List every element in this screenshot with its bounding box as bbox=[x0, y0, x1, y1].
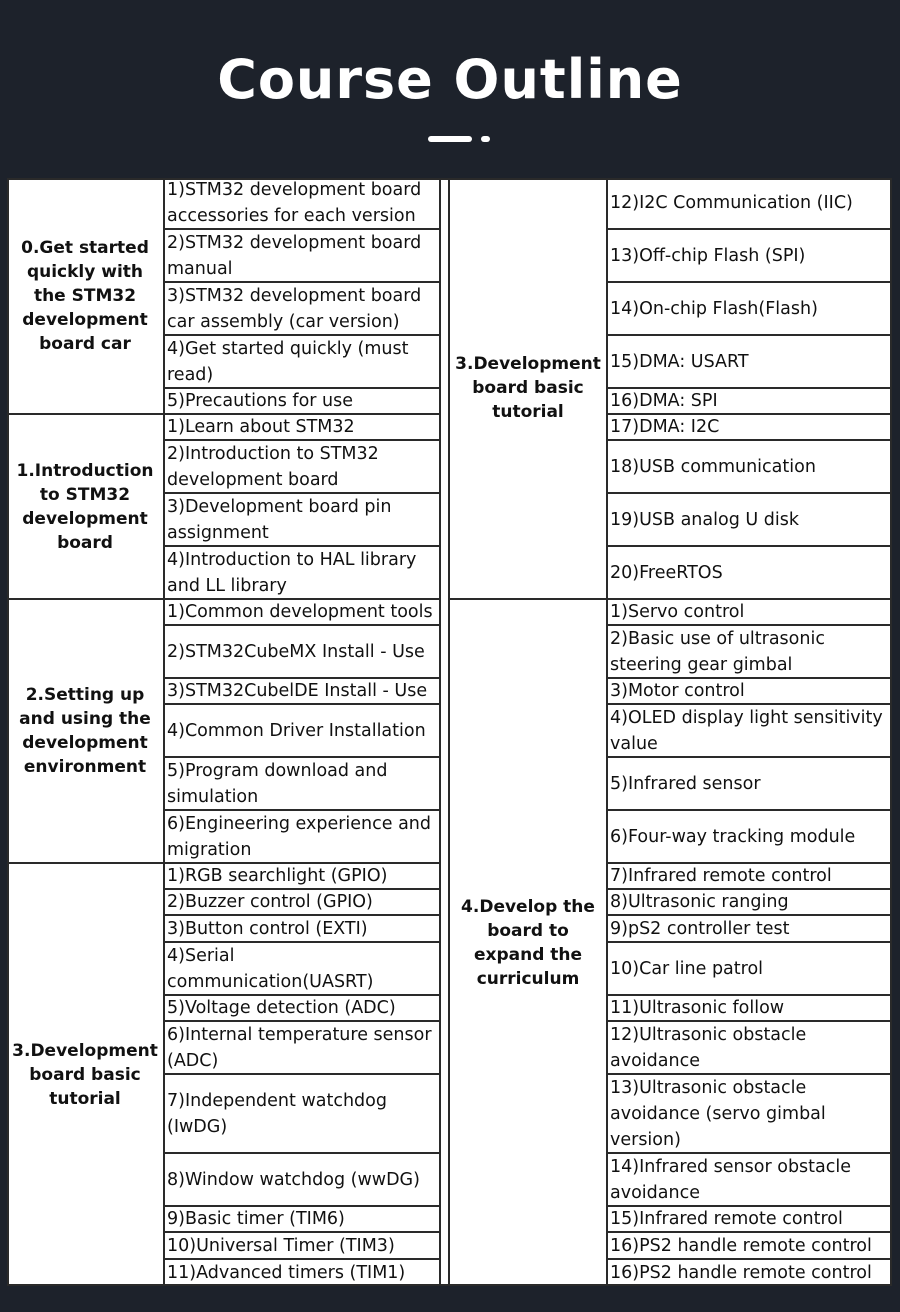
list-item: 11)Advanced timers (TIM1) bbox=[165, 1260, 441, 1286]
list-item: 7)Infrared remote control bbox=[608, 864, 892, 890]
list-item: 20)FreeRTOS bbox=[608, 547, 892, 600]
list-item: 12)I2C Communication (IIC) bbox=[608, 178, 892, 230]
list-item: 10)Universal Timer (TIM3) bbox=[165, 1233, 441, 1260]
list-item: 2)Buzzer control (GPIO) bbox=[165, 890, 441, 916]
list-item: 13)Ultrasonic obstacle avoidance (servo gimbal version) bbox=[608, 1075, 892, 1154]
list-item: 5)Infrared sensor bbox=[608, 758, 892, 811]
list-item: 2)STM32 development board manual bbox=[165, 230, 441, 283]
list-item: 16)PS2 handle remote control bbox=[610, 1263, 872, 1283]
list-item: 17)DMA: I2C bbox=[608, 415, 892, 441]
title-underline-dash bbox=[428, 136, 472, 142]
list-item: 14)On-chip Flash(Flash) bbox=[608, 283, 892, 336]
left-category-0: 0.Get started quickly with the STM32 development board car bbox=[7, 178, 165, 415]
list-item: 2)Basic use of ultrasonic steering gear gimbal bbox=[608, 626, 892, 679]
list-item: 8)Window watchdog (wwDG) bbox=[165, 1154, 441, 1207]
course-outline-table bbox=[7, 178, 892, 1286]
list-item: 16)DMA: SPI bbox=[608, 389, 892, 415]
list-item: 3)STM32CubelDE Install - Use bbox=[165, 679, 441, 705]
title-underline-dot bbox=[481, 136, 490, 142]
list-item: 5)Precautions for use bbox=[165, 389, 441, 415]
left-category-3: 3.Development board basic tutorial bbox=[7, 864, 165, 1286]
list-item: 12)Ultrasonic obstacle avoidance bbox=[608, 1022, 892, 1075]
list-item: 3)Motor control bbox=[608, 679, 892, 705]
list-item: 3)Button control (EXTI) bbox=[165, 916, 441, 943]
list-item: 9)Basic timer (TIM6) bbox=[165, 1207, 441, 1233]
list-item: 9)pS2 controller test bbox=[608, 916, 892, 943]
list-item: 14)Infrared sensor obstacle avoidance bbox=[608, 1154, 892, 1207]
list-item: 10)Car line patrol bbox=[608, 943, 892, 996]
list-item: 15)Infrared remote control bbox=[608, 1207, 892, 1233]
list-item: 4)Introduction to HAL library and LL library bbox=[165, 547, 441, 600]
list-item: 16)PS2 handle remote control bbox=[608, 1233, 892, 1260]
page-title: Course Outline bbox=[217, 48, 683, 111]
list-item: 4)Serial communication(UASRT) bbox=[165, 943, 441, 996]
list-item: 19)USB analog U disk bbox=[608, 494, 892, 547]
list-item: 6)Engineering experience and migration bbox=[165, 811, 441, 864]
list-item: 2)Introduction to STM32 development board bbox=[165, 441, 441, 494]
list-item: 5)Program download and simulation bbox=[165, 758, 441, 811]
list-item: 2)STM32CubeMX Install - Use bbox=[165, 626, 441, 679]
list-item: 1)Learn about STM32 bbox=[165, 415, 441, 441]
list-item: 7)Independent watchdog (IwDG) bbox=[165, 1075, 441, 1154]
list-item: 4)OLED display light sensitivity value bbox=[608, 705, 892, 758]
list-item: 13)Off-chip Flash (SPI) bbox=[608, 230, 892, 283]
list-item: 4)Common Driver Installation bbox=[165, 705, 441, 758]
list-item: 15)DMA: USART bbox=[608, 336, 892, 389]
header-bar bbox=[0, 0, 900, 178]
list-item: 6)Four-way tracking module bbox=[608, 811, 892, 864]
list-item: 4)Get started quickly (must read) bbox=[165, 336, 441, 389]
list-item: 6)Internal temperature sensor (ADC) bbox=[165, 1022, 441, 1075]
list-item: 1)Servo control bbox=[608, 600, 892, 626]
left-category-2: 2.Setting up and using the development environment bbox=[7, 600, 165, 864]
list-item: 8)Ultrasonic ranging bbox=[608, 890, 892, 916]
list-item: 5)Voltage detection (ADC) bbox=[165, 996, 441, 1022]
list-item: 3)STM32 development board car assembly (car version) bbox=[165, 283, 441, 336]
list-item: 18)USB communication bbox=[608, 441, 892, 494]
list-item: 1)RGB searchlight (GPIO) bbox=[165, 864, 441, 890]
right-category-1: 4.Develop the board to expand the curriculum bbox=[448, 600, 608, 1286]
list-item: 1)Common development tools bbox=[165, 600, 441, 626]
list-item: 11)Ultrasonic follow bbox=[608, 996, 892, 1022]
right-category-0: 3.Development board basic tutorial bbox=[448, 178, 608, 600]
list-item: 3)Development board pin assignment bbox=[165, 494, 441, 547]
left-category-1: 1.Introduction to STM32 development board bbox=[7, 415, 165, 600]
list-item: 1)STM32 development board accessories for each version bbox=[165, 178, 441, 230]
